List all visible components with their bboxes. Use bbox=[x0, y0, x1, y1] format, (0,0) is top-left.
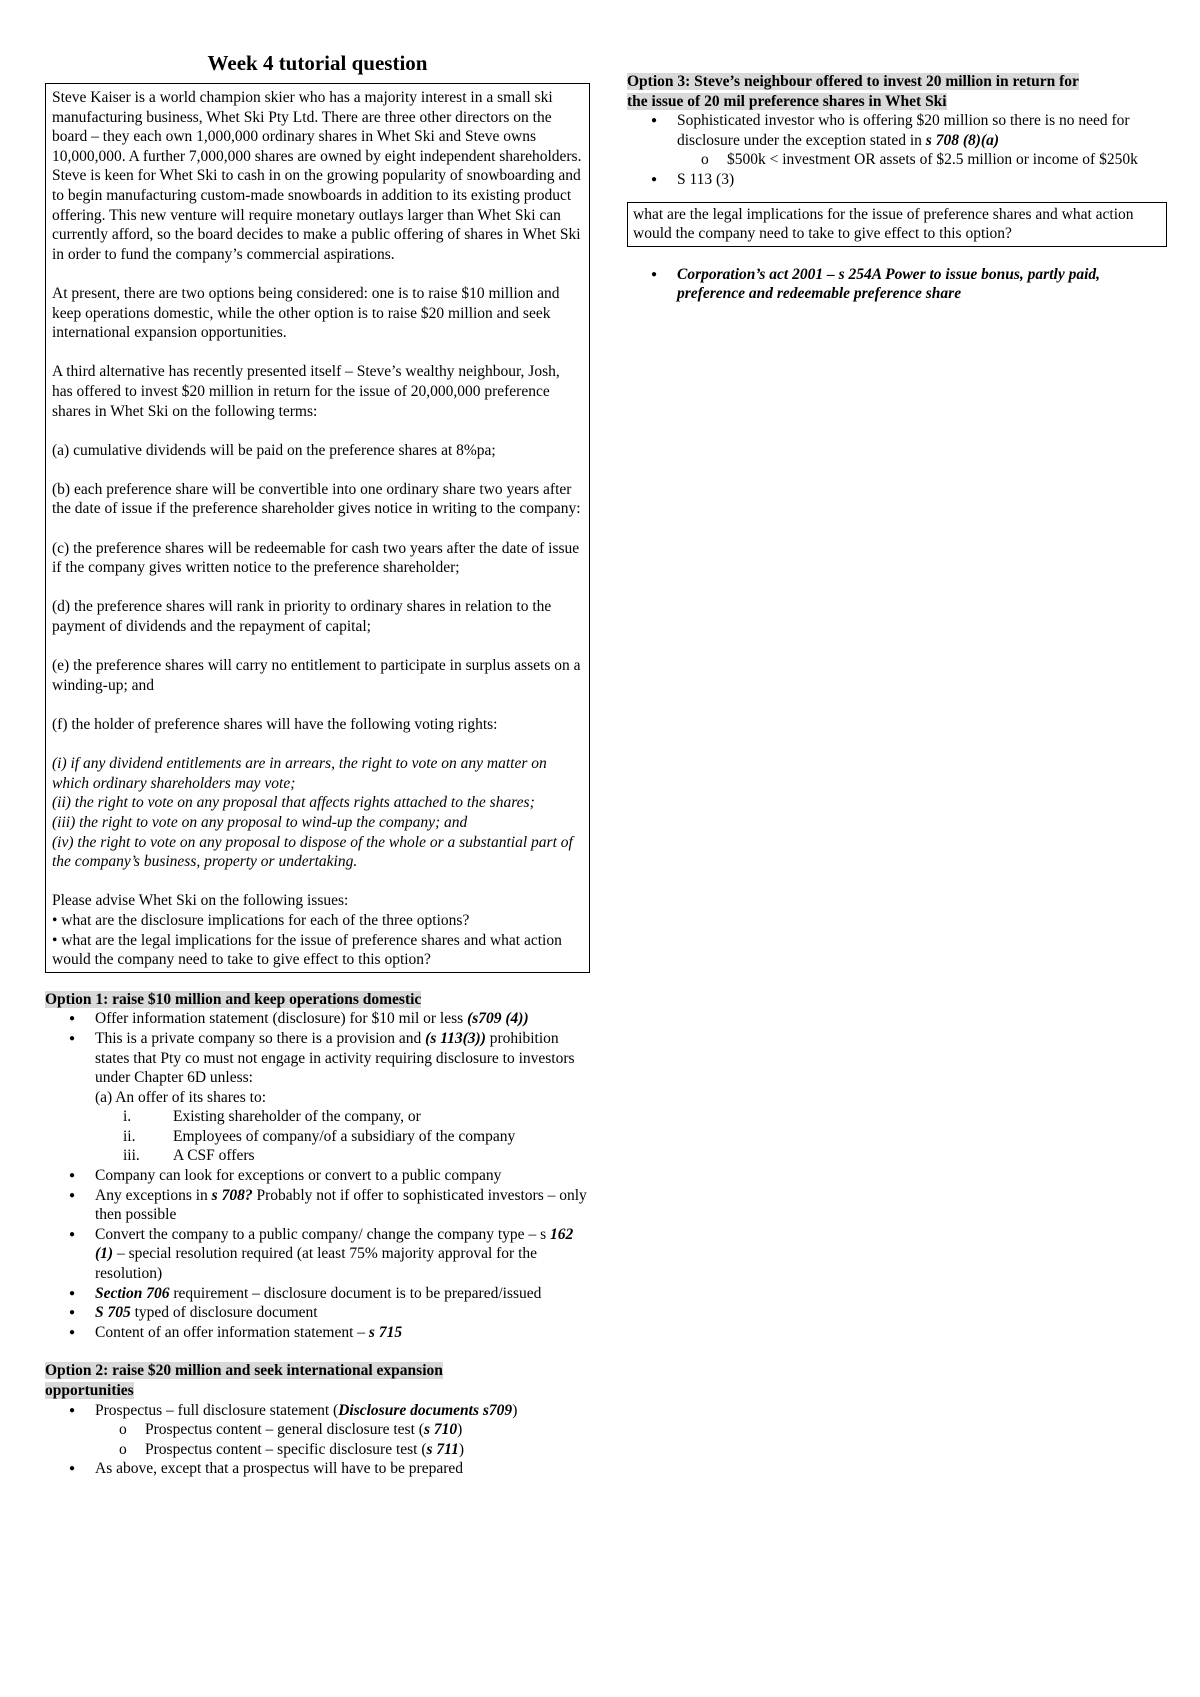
page-title: Week 4 tutorial question bbox=[207, 51, 428, 75]
voting-right: (iii) the right to vote on any proposal to wind-up the company; and bbox=[52, 813, 468, 831]
legal-question-box: what are the legal implications for the issue of preference shares and what action would the company need to take to give effect to this option? bbox=[627, 202, 1167, 247]
list-item: ● Company can look for exceptions or convert to a public company bbox=[95, 1166, 590, 1186]
list-item: ● Sophisticated investor who is offering $20 million so there is no need for disclosure under the exception stated in s 708 (8)(a) o $500k < investment OR assets of $2.5 million or income of $250k bbox=[677, 111, 1167, 170]
list-item: ● As above, except that a prospectus will have to be prepared bbox=[95, 1459, 590, 1479]
term-e: (e) the preference shares will carry no entitlement to participate in surplus assets on a winding-up; and bbox=[52, 657, 581, 694]
option2-list bbox=[45, 1401, 590, 1479]
advise-question: • what are the disclosure implications for each of the three options? bbox=[52, 911, 470, 929]
list-item: ● Offer information statement (disclosure) for $10 mil or less (s709 (4)) bbox=[95, 1009, 590, 1029]
voting-right: (ii) the right to vote on any proposal that affects rights attached to the shares; bbox=[52, 794, 535, 812]
sub-list bbox=[677, 150, 1167, 170]
case-paragraph: Steve Kaiser is a world champion skier who has a majority interest in a small ski manufacturing business, Whet Ski Pty Ltd. There are three other directors on the board – they each own 1,000,000 ordinary shares in Whet Ski and Steve owns 10,000,000. A further 7,000,000 shares are owned by eight independent shareholders. Steve is keen for Whet Ski to cash in on the growing popularity of snowboarding and to begin manufacturing custom-made snowboards in addition to its existing product offering. This new venture will require monetary outlays larger than Whet Ski can currently afford, so the board decides to make a public offering of shares in Whet Ski in order to fund the company’s commercial aspirations. bbox=[52, 89, 582, 263]
question-box bbox=[45, 83, 590, 973]
voting-right: (i) if any dividend entitlements are in arrears, the right to vote on any matter on which ordinary shareholders may vote; bbox=[52, 755, 547, 792]
option1-heading: Option 1: raise $10 million and keep operations domestic bbox=[45, 990, 422, 1008]
list-item: iii. A CSF offers bbox=[123, 1147, 255, 1165]
list-item: i. Existing shareholder of the company, or bbox=[123, 1108, 421, 1126]
advise-question: • what are the legal implications for the issue of preference shares and what action would the company need to take to give effect to this option? bbox=[52, 931, 562, 969]
sub-item: o Prospectus content – specific disclosure test (s 711) bbox=[145, 1440, 590, 1460]
option1-list bbox=[45, 1009, 590, 1342]
option3-list bbox=[627, 111, 1167, 189]
list-item: ● Convert the company to a public company/ change the company type – s 162 (1) – special resolution required (at least 75% majority approval for the resolution) bbox=[95, 1225, 590, 1284]
left-column bbox=[45, 50, 590, 1479]
right-column bbox=[627, 72, 1167, 304]
term-f: (f) the holder of preference shares will have the following voting rights: bbox=[52, 716, 498, 733]
term-a: (a) cumulative dividends will be paid on the preference shares at 8%pa; bbox=[52, 441, 496, 459]
list-item: ● S 705 typed of disclosure document bbox=[95, 1303, 590, 1323]
list-item: ● Section 706 requirement – disclosure document is to be prepared/issued bbox=[95, 1284, 590, 1304]
list-item: ● S 113 (3) bbox=[677, 170, 1167, 190]
act-list bbox=[627, 265, 1167, 304]
list-item: ● Corporation’s act 2001 – s 254A Power to issue bonus, partly paid, preference and redeemable preference share bbox=[677, 265, 1167, 304]
list-item: ● Content of an offer information statement – s 715 bbox=[95, 1323, 590, 1343]
advise-intro: Please advise Whet Ski on the following issues: bbox=[52, 892, 349, 910]
option2-heading: Option 2: raise $20 million and seek international expansion opportunities bbox=[45, 1362, 443, 1399]
voting-right: (iv) the right to vote on any proposal to dispose of the whole or a substantial part of the company’s business, property or undertaking. bbox=[52, 833, 573, 871]
list-item: ii. Employees of company/of a subsidiary of the company bbox=[123, 1127, 516, 1145]
term-d: (d) the preference shares will rank in priority to ordinary shares in relation to the payment of dividends and the repayment of capital; bbox=[52, 598, 552, 636]
list-item: ● Any exceptions in s 708? Probably not if offer to sophisticated investors – only then possible bbox=[95, 1186, 590, 1225]
sub-item-a: (a) An offer of its shares to: bbox=[95, 1088, 267, 1106]
case-paragraph: A third alternative has recently presented itself – Steve’s wealthy neighbour, Josh, has offered to invest $20 million in return for the issue of 20,000,000 preference shares in Whet Ski on the following terms: bbox=[52, 363, 560, 420]
list-item: ● Prospectus – full disclosure statement (Disclosure documents s709) o Prospectus content – general disclosure test (s 710) o Prospectus content – specific disclosure test (s 711) bbox=[95, 1401, 590, 1460]
case-paragraph: At present, there are two options being considered: one is to raise $10 million and keep operations domestic, while the other option is to raise $20 million and seek international expansion opportunities. bbox=[52, 284, 560, 342]
sub-item: o Prospectus content – general disclosure test (s 710) bbox=[145, 1420, 590, 1440]
sub-list bbox=[95, 1420, 590, 1459]
option3-heading: Option 3: Steve’s neighbour offered to invest 20 million in return for the issue of 20 mil preference shares in Whet Ski bbox=[627, 73, 1079, 110]
sub-item: o $500k < investment OR assets of $2.5 million or income of $250k bbox=[727, 150, 1167, 170]
term-b: (b) each preference share will be convertible into one ordinary share two years after the date of issue if the preference shareholder gives notice in writing to the company: bbox=[52, 480, 581, 518]
term-c: (c) the preference shares will be redeemable for cash two years after the date of issue if the company gives written notice to the preference shareholder; bbox=[52, 539, 580, 577]
roman-list bbox=[95, 1107, 590, 1166]
voting-rights bbox=[52, 754, 583, 872]
advise-section bbox=[52, 891, 583, 969]
list-item: ● This is a private company so there is a provision and (s 113(3)) prohibition states that Pty co must not engage in activity requiring disclosure to investors under Chapter 6D unless: (a) An offer of its shares to: i. Existing shareholder of the company, or ii. Employees of company/of a subsidiary of the company iii. A CSF offers bbox=[95, 1029, 590, 1166]
